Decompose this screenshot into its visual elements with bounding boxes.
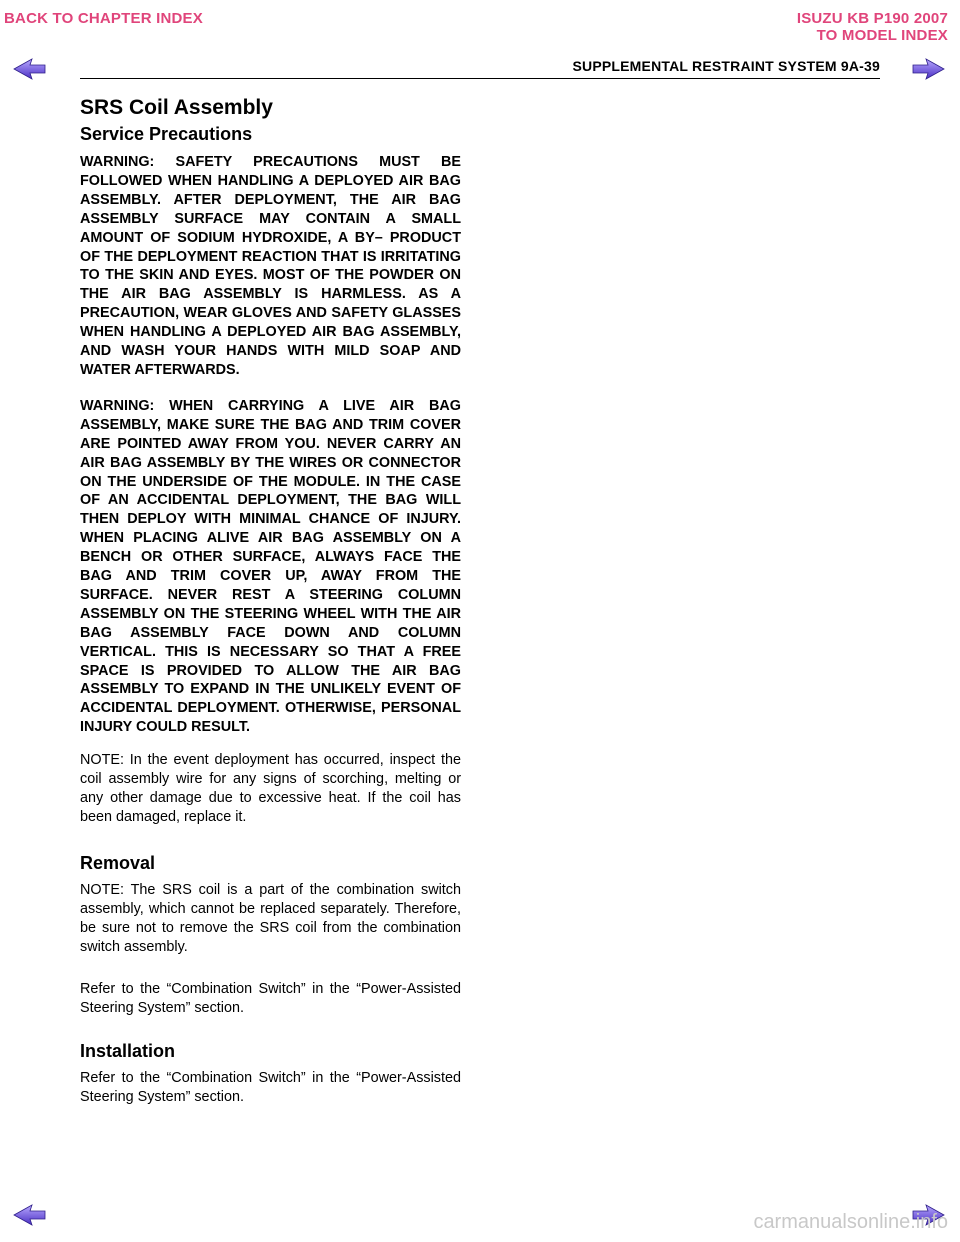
warning-paragraph-1: WARNING: SAFETY PRECAUTIONS MUST BE FOLLOWED WHEN HANDLING A DEPLOYED AIR BAG ASSEMBLY. AFTER DEPLOYMENT, THE AIR BAG ASSEMBLY SURFACE MAY CONTAIN A SMALL AMOUNT OF SODIUM HYDROXIDE, A BY– PRODUCT OF THE DEPLOYMENT REACTION THAT IS IRRITATING TO THE SKIN AND EYES. MOST OF THE POWDER ON THE AIR BAG ASSEMBLY IS HARMLESS. AS A PRECAUTION, WEAR GLOVES AND SAFETY GLASSES WHEN HANDLING A DEPLOYED AIR BAG ASSEMBLY, AND WASH YOUR HANDS WITH MILD SOAP AND WATER AFTERWARDS. [80, 154, 461, 378]
page-content [80, 94, 461, 1107]
reference-paragraph-1: Refer to the “Combination Switch” in the “Power-Assisted Steering System” section. [80, 981, 461, 1017]
note-paragraph-2: NOTE: The SRS coil is a part of the combination switch assembly, which cannot be replaced separately. Therefore, be sure not to remove the SRS coil from the combination switch assembly. [80, 881, 461, 955]
model-index-block [797, 10, 948, 44]
left-arrow-icon[interactable] [12, 1204, 46, 1226]
back-to-chapter-index-link[interactable]: BACK TO CHAPTER INDEX [4, 10, 203, 27]
removal-heading: Removal [80, 852, 156, 873]
section-title: SRS Coil Assembly [80, 96, 273, 119]
warning-paragraph-2: WARNING: WHEN CARRYING A LIVE AIR BAG ASSEMBLY, MAKE SURE THE BAG AND TRIM COVER ARE POINTED AWAY FROM YOU. NEVER CARRY AN AIR BAG ASSEMBLY BY THE WIRES OR CONNECTOR ON THE UNDERSIDE OF THE MODULE. IN THE CASE OF AN ACCIDENTAL DEPLOYMENT, THE BAG WILL THEN DEPLOY WITH MINIMAL CHANCE OF INJURY. WHEN PLACING ALIVE AIR BAG ASSEMBLY ON A BENCH OR OTHER SURFACE, ALWAYS FACE THE BAG AND TRIM COVER UP, AWAY FROM THE SURFACE. NEVER REST A STEERING COLUMN ASSEMBLY ON THE STEERING WHEEL WITH THE AIR BAG ASSEMBLY FACE DOWN AND COLUMN VERTICAL. THIS IS NECESSARY SO THAT A FREE SPACE IS PROVIDED TO ALLOW THE AIR BAG ASSEMBLY TO EXPAND IN THE UNLIKELY EVENT OF ACCIDENTAL DEPLOYMENT. OTHERWISE, PERSONAL INJURY COULD RESULT. [80, 397, 461, 736]
installation-heading: Installation [80, 1041, 176, 1062]
watermark: carmanualsonline.info [753, 1211, 948, 1233]
service-precautions-heading: Service Precautions [80, 124, 253, 144]
page-header-title: SUPPLEMENTAL RESTRAINT SYSTEM 9A-39 [572, 58, 880, 74]
reference-paragraph-2: Refer to the “Combination Switch” in the “Power-Assisted Steering System” section. [80, 1070, 461, 1106]
note-paragraph-1: NOTE: In the event deployment has occurred, inspect the coil assembly wire for any signs of scorching, melting or any other damage due to excessive heat. If the coil has been damaged, replace it. [80, 752, 461, 825]
header-rule [80, 78, 880, 79]
left-arrow-icon[interactable] [12, 58, 46, 80]
model-title-link[interactable]: ISUZU KB P190 2007 [796, 10, 948, 27]
to-model-index-link[interactable]: TO MODEL INDEX [816, 27, 948, 44]
right-arrow-icon[interactable] [912, 58, 946, 80]
